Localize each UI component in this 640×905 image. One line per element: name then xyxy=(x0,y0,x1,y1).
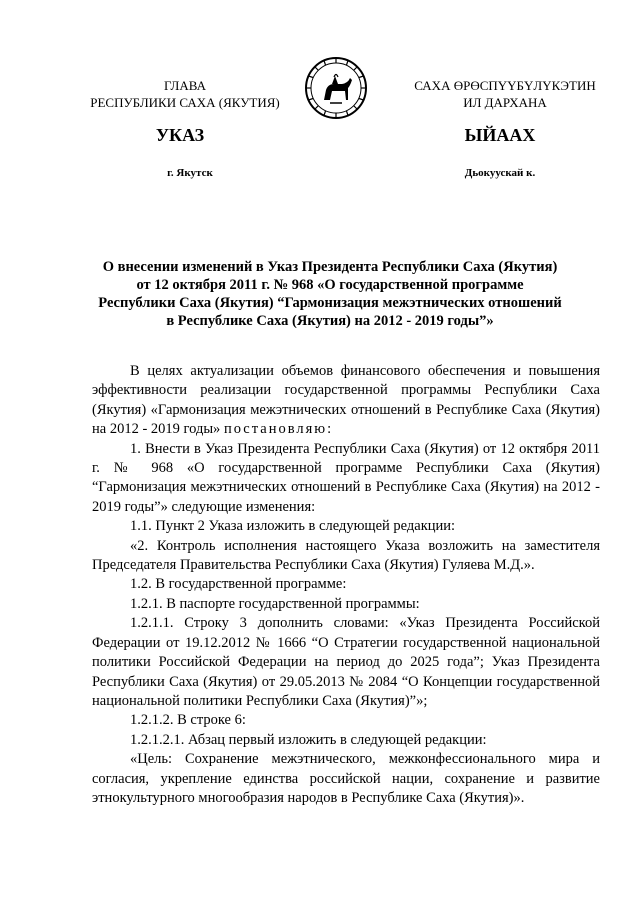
paragraph-item-1-2-1-2: 1.2.1.2. В строке 6: xyxy=(130,712,246,729)
header-left xyxy=(70,77,300,111)
title-line: от 12 октября 2011 г. № 968 «О государственной программе xyxy=(136,277,524,293)
paragraph-item-1-2-1-2-1: 1.2.1.2.1. Абзац первый изложить в следующей редакции: xyxy=(130,731,487,748)
paragraph-item-1-2-1: 1.2.1. В паспорте государственной программы: xyxy=(130,595,420,612)
preamble-colon: : xyxy=(327,421,332,438)
header-right-line1: САХА ӨРӨСПҮҮБҮЛҮКЭТИН xyxy=(414,78,596,93)
preamble-text: В целях актуализации объемов финансового обеспечения и повышения эффективности реализации государственной программы Республики Саха (Якутия) «Гармонизация межэтнических отношений в Республике Саха (Якутия) на 2012 - 2019 годы» xyxy=(92,363,600,438)
city-ru: г. Якутск xyxy=(167,167,213,179)
header-left-line1: ГЛАВА xyxy=(164,78,206,93)
header-left-line2: РЕСПУБЛИКИ САХА (ЯКУТИЯ) xyxy=(90,95,280,110)
paragraph-goal: «Цель: Сохранение межэтнического, межконфессионального мира и согласия, укрепление единства российской нации, сохранение и развитие этнокультурного многообразия народов в Республике Саха (Якутия)». xyxy=(92,751,600,806)
doc-type-sakha: ЫЙААХ xyxy=(464,125,536,145)
doc-type-ru: УКАЗ xyxy=(155,125,205,145)
coat-of-arms-icon xyxy=(304,56,368,120)
paragraph-item-1-1: 1.1. Пункт 2 Указа изложить в следующей редакции: xyxy=(130,518,456,535)
decree-word: постановляю xyxy=(223,421,328,438)
title-line: Республики Саха (Якутия) “Гармонизация межэтнических отношений xyxy=(98,295,562,311)
document-title xyxy=(80,258,580,330)
title-line: О внесении изменений в Указ Президента Республики Саха (Якутия) xyxy=(102,259,558,275)
paragraph-quote-2: «2. Контроль исполнения настоящего Указа возложить на заместителя Председателя Правительства Республики Саха (Якутия) Гуляева М.Д.». xyxy=(92,537,600,574)
city-sakha: Дьокуускай к. xyxy=(464,167,536,179)
paragraph-item-1-2: 1.2. В государственной программе: xyxy=(130,576,347,593)
paragraph-preamble xyxy=(92,362,600,440)
document-body xyxy=(92,362,600,808)
header-right-line2: ИЛ ДАРХАНА xyxy=(463,95,547,110)
paragraph-item-1: 1. Внести в Указ Президента Республики Саха (Якутия) от 12 октября 2011 г. № 968 «О государственной программе Республики Саха (Якутия) “Гармонизация межэтнических отношений в Республике Саха (Якутия) на 2012 - 2019 годы”» следующие изменения: xyxy=(92,440,600,515)
paragraph-item-1-2-1-1: 1.2.1.1. Строку 3 дополнить словами: «Указ Президента Российской Федерации от 19.12.2012 № 1666 “О Стратегии государственной национальной политики Российской Федерации на период до 2025 года”; Указ Президента Республики Саха (Якутия) от 29.05.2013 № 2084 “О Концепции государственной национальной политики Республики Саха (Якутия)”»; xyxy=(92,615,600,709)
header-right xyxy=(380,77,630,111)
title-line: в Республике Саха (Якутия) на 2012 - 2019 годы”» xyxy=(166,313,494,329)
